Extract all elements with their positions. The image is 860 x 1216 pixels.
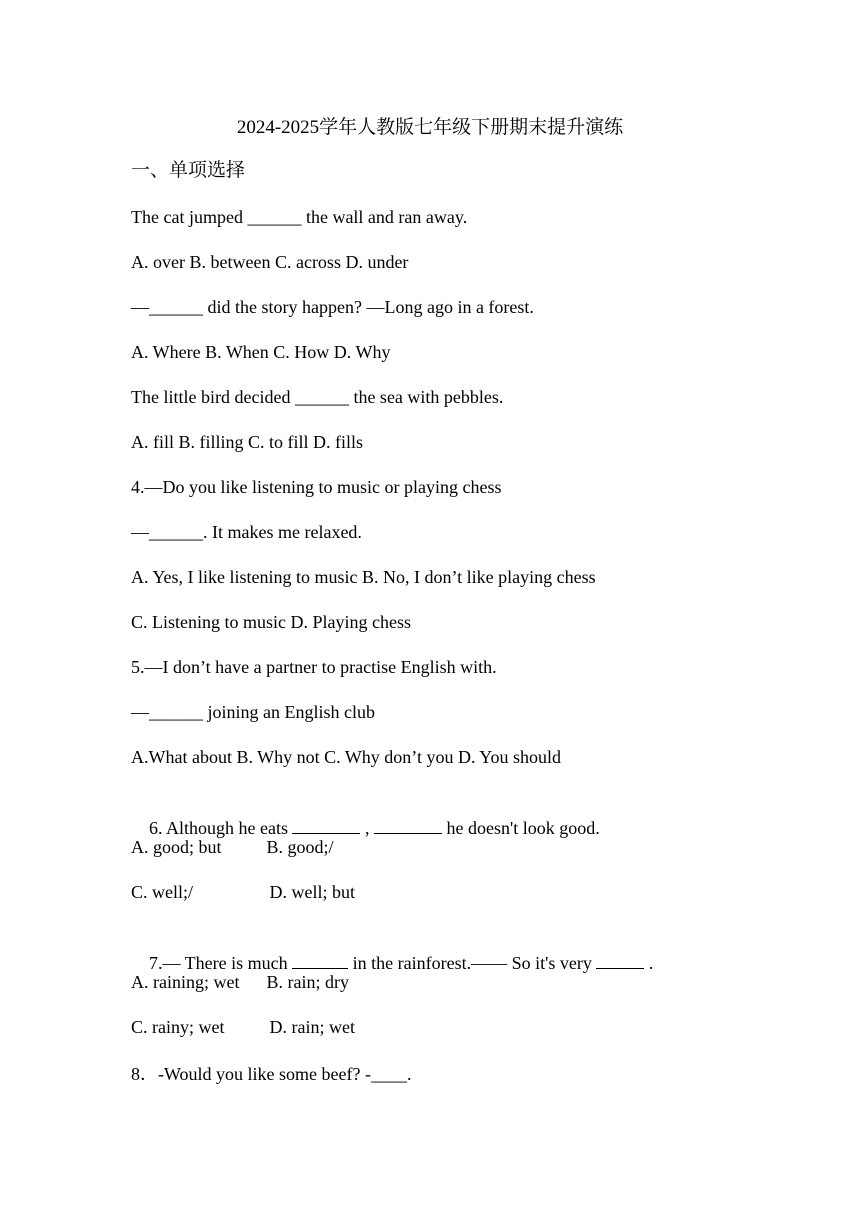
question-6-comma: , (360, 818, 374, 838)
question-1: The cat jumped ______ the wall and ran away. (131, 207, 468, 227)
question-2: —______ did the story happen? —Long ago in a forest. (131, 297, 534, 317)
question-6-options-ab: A. good; but B. good;/ (131, 837, 334, 857)
question-5-options: A.What about B. Why not C. Why don’t you D. You should (131, 747, 562, 767)
page-title: 2024-2025学年人教版七年级下册期末提升演练 (236, 117, 624, 138)
question-4-options-ab: A. Yes, I like listening to music B. No, I don’t like playing chess (131, 567, 596, 587)
question-7-suffix: . (644, 953, 654, 973)
question-8: 8．-Would you like some beef? -____. (131, 1064, 412, 1084)
answer-blank (596, 950, 644, 969)
question-3: The little bird decided ______ the sea with pebbles. (131, 387, 504, 407)
question-5-answer-line: —______ joining an English club (131, 702, 375, 722)
question-6-prefix: 6. Although he eats (149, 818, 293, 838)
answer-blank (292, 815, 360, 834)
section-heading: 一、单项选择 (131, 160, 246, 181)
question-1-options: A. over B. between C. across D. under (131, 252, 409, 272)
answer-blank (374, 815, 442, 834)
question-7-options-ab: A. raining; wet B. rain; dry (131, 972, 349, 992)
question-3-options: A. fill B. filling C. to fill D. fills (131, 432, 364, 452)
question-6-suffix: he doesn't look good. (441, 818, 600, 838)
question-7-options-cd: C. rainy; wet D. rain; wet (131, 1017, 355, 1037)
question-4-answer-line: —______. It makes me relaxed. (131, 522, 362, 542)
answer-blank (292, 950, 348, 969)
question-6-options-cd: C. well;/ D. well; but (131, 882, 355, 902)
question-4: 4.—Do you like listening to music or playing chess (131, 477, 502, 497)
question-4-options-cd: C. Listening to music D. Playing chess (131, 612, 411, 632)
question-5: 5.—I don’t have a partner to practise English with. (131, 657, 497, 677)
question-7-middle: in the rainforest.—— So it's very (348, 953, 597, 973)
question-2-options: A. Where B. When C. How D. Why (131, 342, 391, 362)
question-7-prefix: 7.— There is much (149, 953, 293, 973)
